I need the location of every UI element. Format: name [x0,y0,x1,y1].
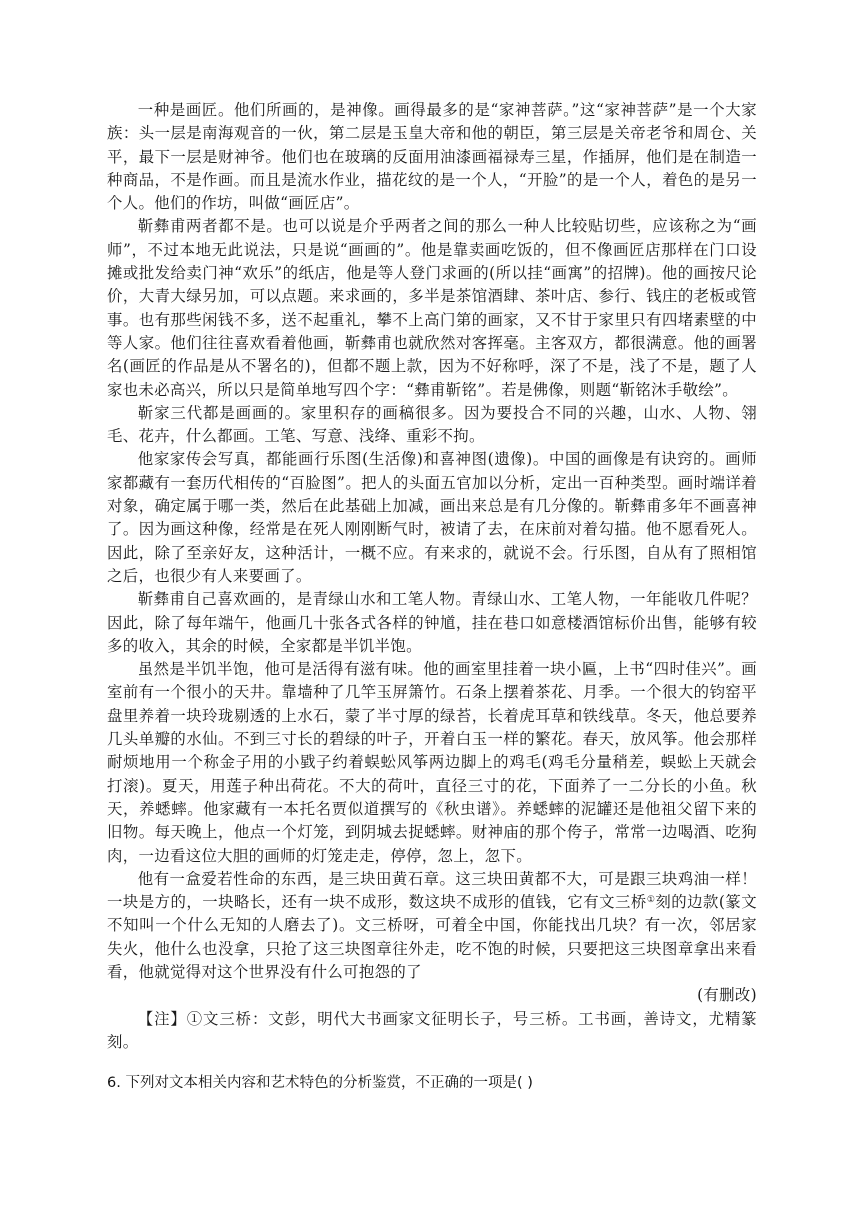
paragraph: 靳彝甫自己喜欢画的，是青绿山水和工笔人物。青绿山水、工笔人物，一年能收几件呢？因此，除了每年端午，他画几十张各式各样的钟馗，挂在巷口如意楼酒馆标价出售，能够有较多的收入，其余的时候，全家都是半饥半饱。 [107,590,757,655]
paragraph-text: 刻的边款(篆文不知叫一个什么无知的人磨去了)。文三桥呀，可着全中国，你能找出几块？有一次，邻居家失火，他什么也没拿，只抢了这三块图章往外走，吃不饱的时候，只要把这三块图章拿出来看看，他就觉得对这个世界没有什么可抱怨的了 [107,893,757,981]
question-6: 6. 下列对文本相关内容和艺术特色的分析鉴赏，不正确的一项是( ) [107,1075,533,1091]
paragraph: 靳彝甫两者都不是。也可以说是介乎两者之间的那么一种人比较贴切些，应该称之为“画师”，不过本地无此说法，只是说“画画的”。他是靠卖画吃饭的，但不像画匠店那样在门口设摊或批发给卖门神“欢乐”的纸店，他是等人登门求画的(所以挂“画寓”的招牌)。他的画按尺论价，大青大绿另加，可以点题。来求画的，多半是茶馆酒肆、茶叶店、参行、钱庄的老板或管事。也有那些闲钱不多，送不起重礼，攀不上高门第的画家，又不甘于家里只有四堵素壁的中等人家。他们往往喜欢看着他画，靳彝甫也就欣然对客挥毫。主客双方，都很满意。他的画署名(画匠的作品是从不署名的)，但都不题上款，因为不好称呼，深了不是，浅了不是，题了人家也未必高兴，所以只是简单地写四个字：“彝甫靳铭”。若是佛像，则题“靳铭沐手敬绘”。 [107,217,757,399]
paragraph-text: 他有一盒爱若性命的东西，是三块田黄石章。这三块田黄都不大，可是跟三块鸡油一样！一块是方的，一块略长，还有一块不成形，数这块不成形的值钱，它有文三桥 [107,869,757,912]
paragraph-with-footnote [107,868,757,984]
source-note: (有删改) [697,986,757,1005]
footnote-marker: ① [646,895,656,906]
paragraph: 靳家三代都是画画的。家里积存的画稿很多。因为要投合不同的兴趣，山水、人物、翎毛、花卉，什么都画。工笔、写意、浅绛、重彩不拘。 [107,403,757,446]
paragraph: 一种是画匠。他们所画的，是神像。画得最多的是“家神菩萨。”这“家神菩萨”是一个大家族：头一层是南海观音的一伙，第二层是玉皇大帝和他的朝臣，第三层是关帝老爷和周仓、关平，最下一层是财神爷。他们也在玻璃的反面用油漆画福禄寿三星，作插屏，他们是在制造一种商品，不是作画。而且是流水作业，描花纹的是一个人，“开脸”的是一个人，着色的是另一个人。他们的作坊，叫做“画匠店”。 [107,101,757,213]
footnote: 【注】①文三桥：文彭，明代大书画家文征明长子，号三桥。工书画，善诗文，尤精篆刻。 [107,1009,757,1051]
paragraph: 他家家传会写真，都能画行乐图(生活像)和喜神图(遗像)。中国的画像是有诀窍的。画师家都藏有一套历代相传的“百脸图”。把人的头面五官加以分析，定出一百种类型。画时端详着对象，确定属于哪一类，然后在此基础上加减，画出来总是有几分像的。靳彝甫多年不画喜神了。因为画这种像，经常是在死人刚刚断气时，被请了去，在床前对着勾描。他不愿看死人。因此，除了至亲好友，这种活计，一概不应。有来求的，就说不会。行乐图，自从有了照相馆之后，也很少有人来要画了。 [107,450,757,585]
article-body [107,99,757,1054]
paragraph: 虽然是半饥半饱，他可是活得有滋有味。他的画室里挂着一块小匾，上书“四时佳兴”。画室前有一个很小的天井。靠墙种了几竿玉屏箫竹。石条上摆着茶花、月季。一个很大的钧窑平盘里养着一块玲珑剔透的上水石，蒙了半寸厚的绿苔，长着虎耳草和铁线草。冬天，他总要养几头单瓣的水仙。不到三寸长的碧绿的叶子，开着白玉一样的繁花。春天，放风筝。他会那样耐烦地用一个称金子用的小戥子约着蜈蚣风筝两边脚上的鸡毛(鸡毛分量稍差，蜈蚣上天就会打滚)。夏天，用莲子种出荷花。不大的荷叶，直径三寸的花，下面养了一二分长的小鱼。秋天，养蟋蟀。他家藏有一本托名贾似道撰写的《秋虫谱》。养蟋蟀的泥罐还是他祖父留下来的旧物。每天晚上，他点一个灯笼，到阴城去捉蟋蟀。财神庙的那个侉子，常常一边喝酒、吃狗肉，一边看这位大胆的画师的灯笼走走，停停，忽上，忽下。 [107,660,757,865]
